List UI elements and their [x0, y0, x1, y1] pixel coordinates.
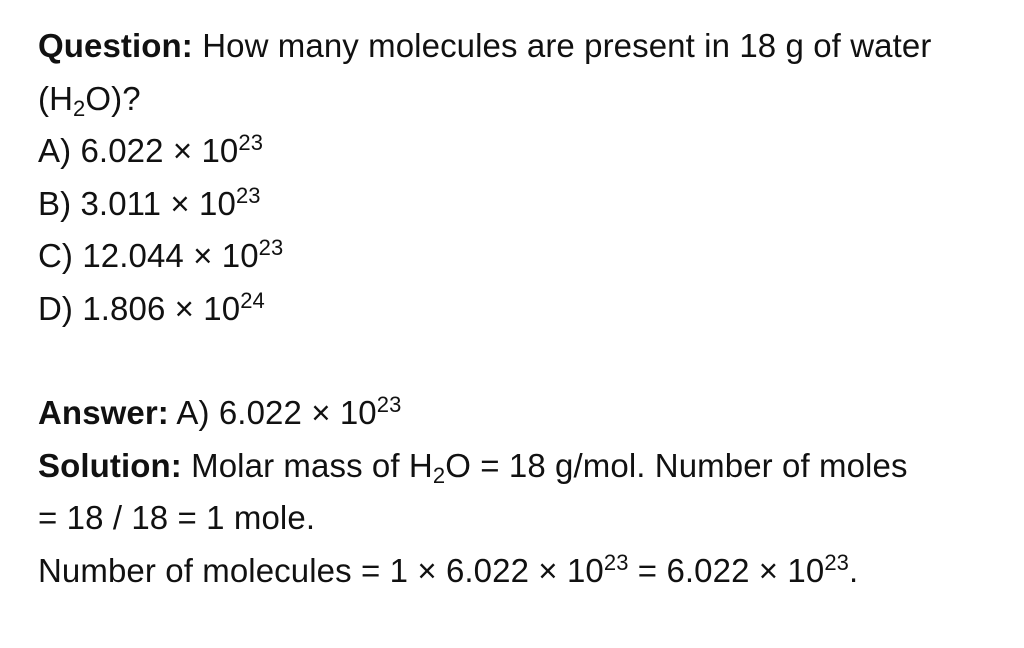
option-mantissa: 6.022 × 10 [80, 132, 239, 169]
formula-open: (H [38, 79, 74, 117]
solution-line-1 [38, 440, 1008, 493]
molecules-calc-pre: Number of molecules = 1 × 6.022 × 10 [38, 551, 604, 589]
solution-text-pre: Molar mass of H [191, 446, 433, 484]
molecules-exponent-2: 23 [824, 549, 850, 575]
option-exponent: 23 [258, 235, 284, 260]
option-exponent: 24 [240, 287, 265, 313]
option-exponent: 23 [235, 182, 261, 208]
solution-subscript: 2 [432, 462, 446, 488]
option-mantissa: 1.806 × 10 [82, 289, 241, 327]
molecules-calc-mid: = 6.022 × 10 [628, 551, 825, 589]
option-exponent: 23 [238, 130, 264, 155]
answer-letter: A) [176, 394, 210, 431]
option-letter: D) [38, 289, 74, 327]
solution-label: Solution: [38, 446, 182, 484]
answer-mantissa: 6.022 × 10 [218, 394, 377, 431]
question-line-1 [38, 20, 1008, 73]
formula-subscript: 2 [73, 95, 86, 121]
answer-exponent: 23 [376, 392, 402, 417]
option-b [38, 178, 1008, 231]
solution-line-2 [38, 492, 1008, 545]
option-d [38, 283, 1008, 336]
option-mantissa: 3.011 × 10 [80, 184, 236, 222]
option-mantissa: 12.044 × 10 [82, 237, 259, 274]
answer-label: Answer: [38, 394, 169, 431]
section-spacer [38, 335, 1008, 387]
solution-text-post: O = 18 g/mol. Number of moles [445, 446, 908, 484]
molecules-calc-end: . [849, 551, 859, 589]
option-letter: C) [38, 237, 74, 274]
solution-line-3 [38, 545, 1008, 598]
question-label: Question: [38, 27, 193, 64]
molecules-exponent-1: 23 [603, 549, 629, 575]
question-line-2 [38, 73, 1008, 126]
solution-moles: = 18 / 18 = 1 mole. [38, 499, 316, 536]
question-text: How many molecules are present in 18 g of water [202, 27, 932, 64]
qa-document [38, 20, 1008, 597]
option-letter: A) [38, 132, 72, 169]
answer-line [38, 387, 1008, 440]
option-c [38, 230, 1008, 283]
option-letter: B) [38, 184, 72, 222]
formula-close: O)? [85, 79, 141, 117]
option-a [38, 125, 1008, 178]
